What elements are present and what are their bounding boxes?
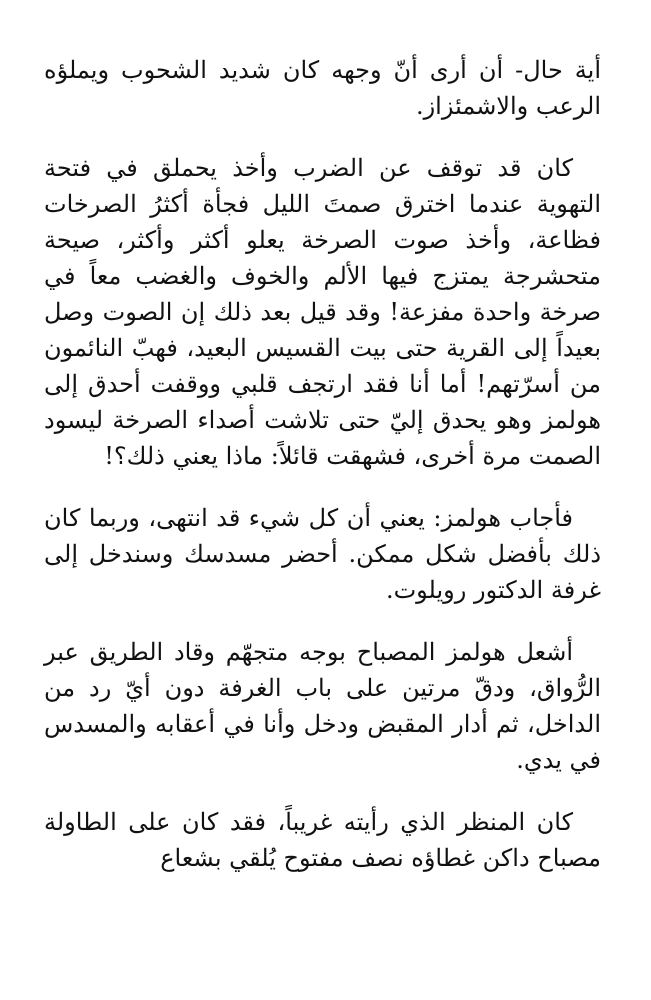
- paragraph-holmes-reply: فأجاب هولمز: يعني أن كل شيء قد انتهى، وربما كان ذلك بأفضل شكل ممكن. أحضر مسدسك وسندخل إلى غرفة الدكتور رويلوت.: [44, 504, 601, 604]
- page-text: [44, 52, 601, 876]
- paragraph-scream: كان قد توقف عن الضرب وأخذ يحملق في فتحة التهوية عندما اخترق صمتَ الليل فجأة أكثرُ الصرخات فظاعة، وأخذ صوت الصرخة يعلو أكثر وأكثر، صيحة متحشرجة يمتزج فيها الألم والخوف والغضب معاً في صرخة واحدة مفزعة! وقد قيل بعد ذلك إن الصوت وصل بعيداً إلى القرية حتى بيت القسيس البعيد، فهبّ النائمون من أسرّتهم! أما أنا فقد ارتجف قلبي ووقفت أحدق إلى هولمز وهو يحدق إليّ حتى تلاشت أصداء الصرخة ليسود الصمت مرة أخرى، فشهقت قائلاً: ماذا يعني ذلك؟!: [44, 154, 602, 470]
- paragraph-corridor: أشعل هولمز المصباح بوجه متجهّم وقاد الطريق عبر الرُّواق، ودقّ مرتين على باب الغرفة دون أيّ رد من الداخل، ثم أدار المقبض ودخل وأنا في أعقابه والمسدس في يدي.: [44, 638, 601, 774]
- paragraph-strange-scene: كان المنظر الذي رأيته غريباً، فقد كان على الطاولة مصباح داكن غطاؤه نصف مفتوح يُلقي بشعاع: [44, 808, 601, 872]
- paragraph-continued: أية حال- أن أرى أنّ وجهه كان شديد الشحوب ويملؤه الرعب والاشمئزاز.: [44, 56, 601, 120]
